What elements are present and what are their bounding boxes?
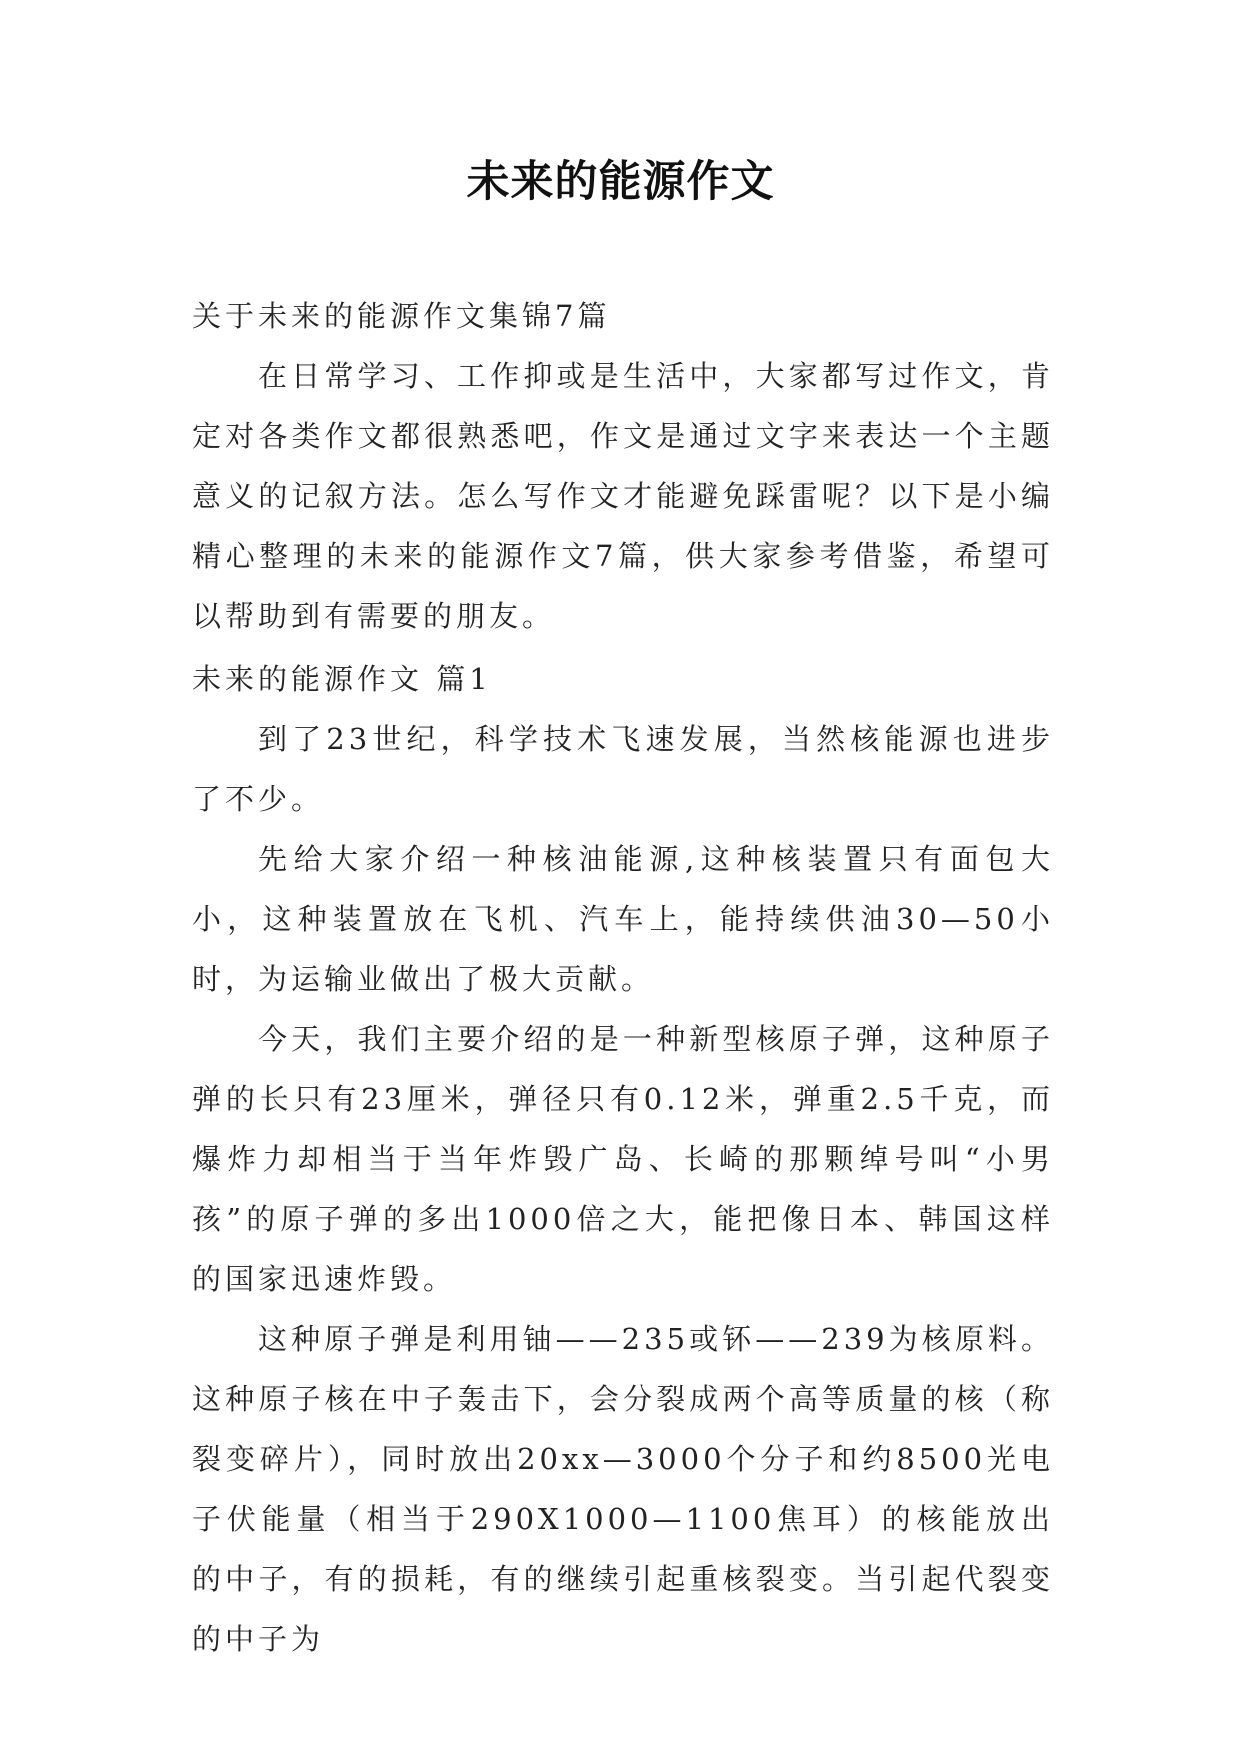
document-title: 未来的能源作文 (466, 157, 775, 207)
document-body (192, 286, 1054, 1669)
body-paragraph: 这种原子弹是利用铀——235或钚——239为核原料。这种原子核在中子轰击下，会分裂成两个高等质量的核（称裂变碎片），同时放出20xx—3000个分子和约8500光电子伏能量（相当于290X1000—1100焦耳）的核能放出的中子，有的损耗，有的继续引起重核裂变。当引起代裂变的中子为 (192, 1322, 1054, 1656)
section-heading: 未来的能源作文 篇1 (192, 662, 492, 696)
body-paragraph: 先给大家介绍一种核油能源,这种核装置只有面包大小，这种装置放在飞机、汽车上，能持续供油30—50小时，为运输业做出了极大贡献。 (192, 842, 1054, 996)
body-paragraph: 到了23世纪，科学技术飞速发展，当然核能源也进步了不少。 (192, 722, 1054, 816)
intro-heading: 关于未来的能源作文集锦7篇 (192, 299, 611, 333)
body-paragraph: 今天，我们主要介绍的是一种新型核原子弹，这种原子弹的长只有23厘米，弹径只有0.12米，弹重2.5千克，而爆炸力却相当于当年炸毁广岛、长崎的那颗绰号叫“小男孩”的原子弹的多出1000倍之大，能把像日本、韩国这样的国家迅速炸毁。 (192, 1022, 1054, 1296)
intro-paragraph: 在日常学习、工作抑或是生活中，大家都写过作文，肯定对各类作文都很熟悉吧，作文是通过文字来表达一个主题意义的记叙方法。怎么写作文才能避免踩雷呢？以下是小编精心整理的未来的能源作文7篇，供大家参考借鉴，希望可以帮助到有需要的朋友。 (192, 359, 1054, 633)
